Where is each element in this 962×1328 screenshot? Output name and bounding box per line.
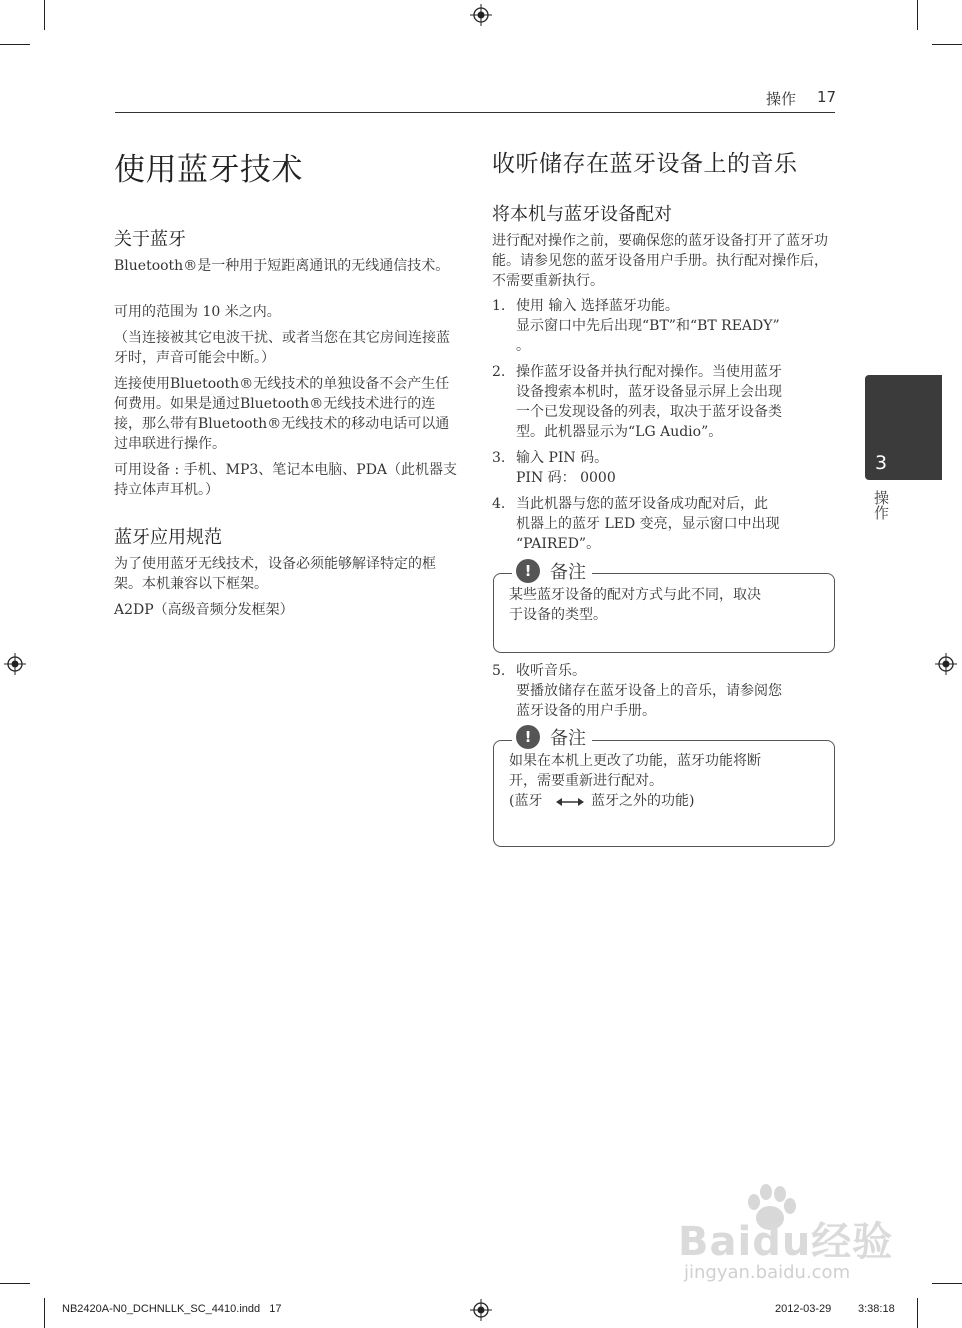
step-2-line-4: 型。此机器显示为“LG Audio”。 [516, 424, 723, 440]
chapter-label: 操作 [872, 490, 890, 520]
crop-mark [932, 44, 962, 45]
step-1-line-3: 。 [516, 338, 530, 354]
about-paragraph-5: 可用设备 : 手机、MP3、笔记本电脑、PDA（此机器支持立体声耳机。） [114, 462, 458, 498]
step-number: 4. [492, 496, 506, 512]
note-1-line-2: 于设备的类型。 [509, 607, 607, 623]
note-2-arrow-left: (蓝牙 [509, 793, 543, 809]
watermark-brand: Baidu经验 [678, 1219, 894, 1265]
header-page-number: 17 [817, 88, 837, 106]
profile-paragraph-2: A2DP（高级音频分发框架） [114, 602, 294, 618]
crop-mark [917, 1298, 918, 1328]
pairing-intro: 进行配对操作之前，要确保您的蓝牙设备打开了蓝牙功能。请参见您的蓝牙设备用户手册。执行配对操作后，不需要重新执行。 [492, 233, 828, 289]
step-number: 3. [492, 450, 506, 466]
step-5-line-3: 蓝牙设备的用户手册。 [516, 703, 656, 719]
registration-mark-icon [470, 1299, 492, 1321]
step-4-line-2: 机器上的蓝牙 LED 变亮，显示窗口中出现 [516, 516, 780, 532]
step-5-line-1: 收听音乐。 [516, 663, 586, 679]
step-number: 1. [492, 298, 506, 314]
note-1-line-1: 某些蓝牙设备的配对方式与此不同，取决 [509, 587, 761, 603]
exclamation-icon: ! [516, 559, 540, 583]
section-title: 收听储存在蓝牙设备上的音乐 [492, 151, 798, 177]
bluetooth-profile-heading: 蓝牙应用规范 [114, 527, 222, 548]
note-title: 备注 [550, 728, 586, 749]
note-title: 备注 [550, 562, 586, 583]
crop-mark [0, 44, 30, 45]
note-2-line-2: 开，需要重新进行配对。 [509, 773, 663, 789]
about-bluetooth-heading: 关于蓝牙 [114, 229, 186, 250]
note-2-line-1: 如果在本机上更改了功能，蓝牙功能将断 [509, 753, 761, 769]
about-paragraph-4: 连接使用Bluetooth®无线技术的单独设备不会产生任何费用。如果是通过Bluetooth®无线技术进行的连接，那么带有Bluetooth®无线技术的移动电话可以通过串联进行操作。 [114, 376, 450, 452]
crop-mark [44, 1298, 45, 1328]
step-2-line-3: 一个已发现设备的列表，取决于蓝牙设备类 [516, 404, 782, 420]
crop-mark [44, 0, 45, 30]
about-paragraph-1: Bluetooth®是一种用于短距离通讯的无线通信技术。 [114, 258, 450, 274]
footer-time: 3:38:18 [858, 1303, 895, 1315]
step-3-line-2: PIN 码： 0000 [516, 470, 616, 486]
registration-mark-icon [470, 4, 492, 26]
note-header [512, 558, 592, 584]
step-4-line-3: “PAIRED”。 [516, 536, 601, 552]
step-5-line-2: 要播放储存在蓝牙设备上的音乐，请参阅您 [516, 683, 782, 699]
step-number: 5. [492, 663, 506, 679]
footer-date: 2012-03-29 [775, 1303, 832, 1315]
registration-mark-icon [4, 653, 26, 675]
watermark-url: jingyan.baidu.com [684, 1262, 851, 1283]
exclamation-icon: ! [516, 725, 540, 749]
header-section-label: 操作 [766, 90, 797, 108]
watermark [678, 1180, 908, 1290]
crop-mark [932, 1283, 962, 1284]
note-header [512, 724, 592, 750]
about-paragraph-3: （当连接被其它电波干扰、或者当您在其它房间连接蓝牙时，声音可能会中断。） [114, 330, 450, 366]
step-number: 2. [492, 364, 506, 380]
chapter-number: 3 [875, 452, 888, 474]
registration-mark-icon [935, 653, 957, 675]
footer-file-name: NB2420A-N0_DCHNLLK_SC_4410.indd 17 [62, 1303, 282, 1315]
about-paragraph-2: 可用的范围为 10 米之内。 [114, 304, 281, 320]
step-3-line-1: 输入 PIN 码。 [516, 450, 609, 466]
pairing-heading: 将本机与蓝牙设备配对 [492, 204, 672, 225]
step-1-line-1: 使用 输入 选择蓝牙功能。 [516, 298, 679, 314]
step-2-line-1: 操作蓝牙设备并执行配对操作。当使用蓝牙 [516, 364, 782, 380]
crop-mark [0, 1283, 30, 1284]
page-title: 使用蓝牙技术 [114, 152, 303, 188]
profile-paragraph-1: 为了使用蓝牙无线技术，设备必须能够解译特定的框架。本机兼容以下框架。 [114, 556, 436, 592]
step-4-line-1: 当此机器与您的蓝牙设备成功配对后，此 [516, 496, 768, 512]
crop-mark [917, 0, 918, 30]
note-2-arrow-right: 蓝牙之外的功能) [591, 793, 695, 809]
double-arrow-icon [556, 796, 584, 808]
header-rule [115, 112, 835, 113]
step-1-line-2: 显示窗口中先后出现“BT”和“BT READY” [516, 318, 780, 334]
step-2-line-2: 设备搜索本机时，蓝牙设备显示屏上会出现 [516, 384, 782, 400]
